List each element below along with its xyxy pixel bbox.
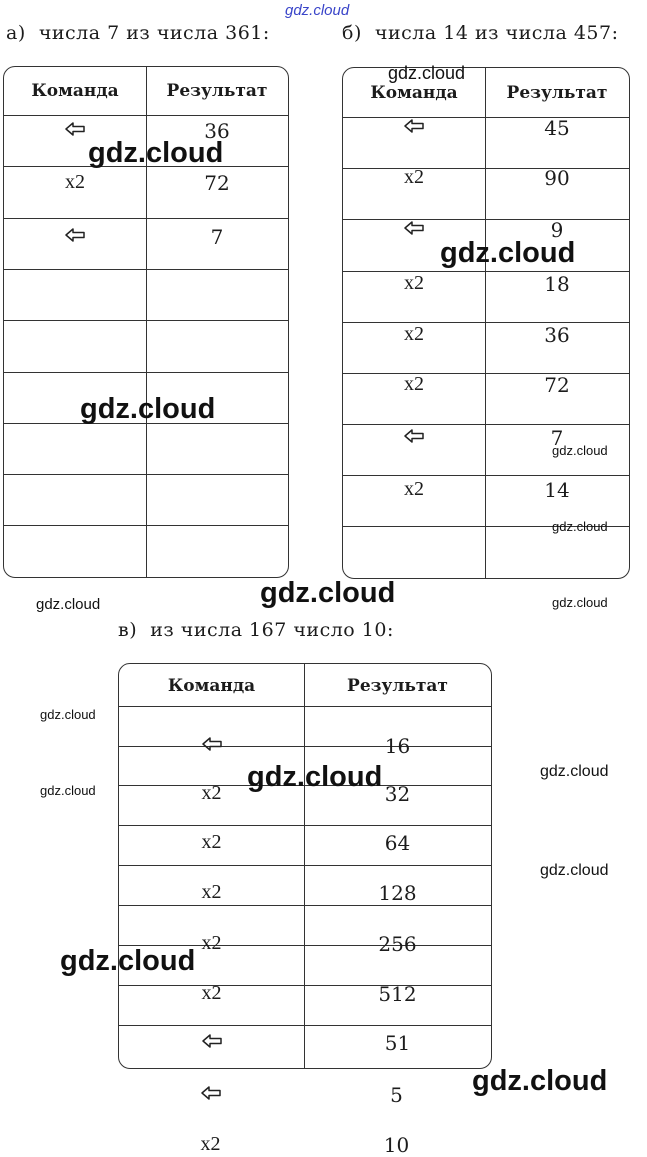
watermark: gdz.cloud <box>80 393 216 425</box>
header-command: Команда <box>31 81 119 101</box>
watermark: gdz.cloud <box>260 577 396 609</box>
watermark: gdz.cloud <box>552 595 608 610</box>
watermark: gdz.cloud <box>40 783 96 798</box>
watermark: gdz.cloud <box>540 763 609 780</box>
result-cell: 72 <box>204 171 230 195</box>
result-cell: 128 <box>378 881 417 905</box>
row-divider <box>4 525 288 526</box>
result-cell: 16 <box>384 734 411 758</box>
row-divider <box>4 269 288 270</box>
command-cell: x2 <box>201 831 222 853</box>
row-divider <box>4 320 288 321</box>
row-divider <box>4 218 288 219</box>
watermark: gdz.cloud <box>552 519 608 534</box>
row-divider <box>119 865 491 866</box>
shift-left-arrow-icon <box>65 122 85 136</box>
command-cell: x2 <box>404 323 424 345</box>
result-cell: 36 <box>204 119 230 143</box>
watermark: gdz.cloud <box>552 443 608 458</box>
result-cell: 90 <box>544 166 570 190</box>
watermark: gdz.cloud <box>440 237 576 269</box>
command-cell: x2 <box>404 478 424 500</box>
task-a-caption: а) числа 7 из числа 361: <box>6 22 270 44</box>
command-cell: x2 <box>404 373 424 395</box>
shift-left-arrow-icon <box>404 429 424 443</box>
header-result: Результат <box>347 676 448 696</box>
watermark-top: gdz.cloud <box>285 2 350 19</box>
watermark: gdz.cloud <box>88 137 224 169</box>
command-cell <box>119 734 304 757</box>
command-cell: x2 <box>201 782 222 804</box>
watermark: gdz.cloud <box>388 63 466 83</box>
row-divider <box>4 372 288 373</box>
result-cell: 51 <box>384 1031 411 1055</box>
row-divider <box>119 706 491 707</box>
result-cell: 14 <box>544 478 570 502</box>
result-cell: 18 <box>544 272 570 296</box>
header-result: Результат <box>506 83 608 103</box>
result-cell: 32 <box>384 782 411 806</box>
header-result: Результат <box>166 81 268 101</box>
command-cell: x2 <box>201 982 222 1004</box>
row-divider <box>119 905 491 906</box>
result-cell: 36 <box>544 323 570 347</box>
result-cell: 512 <box>378 982 417 1006</box>
shift-left-arrow-icon <box>202 1034 222 1048</box>
row-divider <box>4 474 288 475</box>
command-cell <box>118 1083 303 1106</box>
result-cell: 72 <box>544 373 570 397</box>
table-c <box>118 663 492 1069</box>
command-cell: x2 <box>201 932 222 954</box>
command-cell: x2 <box>65 171 85 193</box>
result-cell: 7 <box>210 225 224 249</box>
shift-left-arrow-icon <box>65 228 85 242</box>
result-cell: 5 <box>390 1083 403 1107</box>
command-cell <box>4 225 146 248</box>
row-divider <box>119 825 491 826</box>
shift-left-arrow-icon <box>404 221 424 235</box>
table-b <box>342 67 630 579</box>
result-cell: 256 <box>378 932 417 956</box>
result-cell: 64 <box>384 831 411 855</box>
column-divider <box>304 664 305 1068</box>
shift-left-arrow-icon <box>202 737 222 751</box>
command-cell: x2 <box>404 166 424 188</box>
result-cell: 7 <box>550 426 564 450</box>
row-divider <box>343 475 629 476</box>
watermark: gdz.cloud <box>60 945 196 977</box>
task-c-caption: в) из числа 167 число 10: <box>118 619 394 641</box>
watermark: gdz.cloud <box>247 761 383 793</box>
watermark: gdz.cloud <box>472 1065 608 1097</box>
command-cell <box>119 1031 304 1054</box>
watermark: gdz.cloud <box>540 862 609 879</box>
shift-left-arrow-icon <box>404 119 424 133</box>
result-cell: 45 <box>544 116 570 140</box>
command-cell <box>343 116 485 139</box>
result-cell: 9 <box>550 218 564 242</box>
watermark: gdz.cloud <box>40 707 96 722</box>
header-command: Команда <box>167 676 256 696</box>
command-cell <box>343 426 485 449</box>
header-command: Команда <box>370 83 458 103</box>
result-cell: 10 <box>383 1133 410 1157</box>
shift-left-arrow-icon <box>201 1086 221 1100</box>
command-cell: x2 <box>200 1133 221 1155</box>
row-divider <box>119 1025 491 1026</box>
command-cell: x2 <box>201 881 222 903</box>
command-cell: x2 <box>404 272 424 294</box>
watermark: gdz.cloud <box>36 596 101 613</box>
row-divider <box>343 424 629 425</box>
task-b-caption: б) числа 14 из числа 457: <box>342 22 619 44</box>
row-divider <box>4 115 288 116</box>
